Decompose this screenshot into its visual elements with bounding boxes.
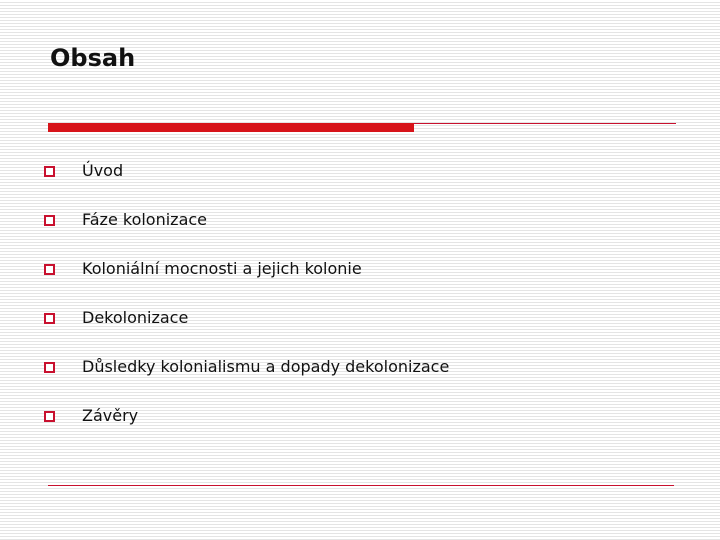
list-item-label: Fáze kolonizace (82, 210, 208, 229)
list-item (44, 208, 207, 232)
list-item-label: Závěry (82, 406, 139, 425)
list-item (44, 257, 362, 281)
hollow-square-icon (44, 411, 55, 422)
list-item-label: Úvod (82, 161, 124, 180)
list-item (44, 159, 123, 183)
list-item-label: Důsledky kolonialismu a dopady dekolonizace (82, 357, 450, 376)
hollow-square-icon (44, 166, 55, 177)
footer-divider (48, 485, 674, 486)
hollow-square-icon (44, 313, 55, 324)
hollow-square-icon (44, 215, 55, 226)
hollow-square-icon (44, 362, 55, 373)
slide-title: Obsah (50, 44, 136, 72)
list-item (44, 355, 449, 379)
hollow-square-icon (44, 264, 55, 275)
list-item-label: Dekolonizace (82, 308, 189, 327)
list-item-label: Koloniální mocnosti a jejich kolonie (82, 259, 362, 278)
list-item (44, 404, 138, 428)
list-item (44, 306, 188, 330)
